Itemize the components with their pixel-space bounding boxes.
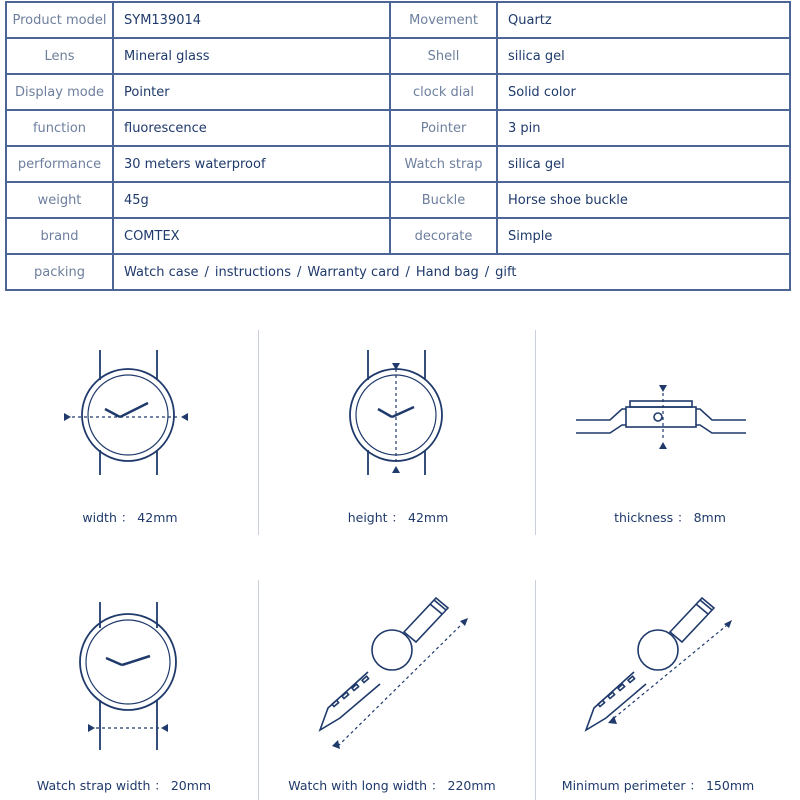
spec-row — [6, 110, 790, 146]
spec-label: packing — [6, 254, 113, 290]
spec-value: Pointer — [113, 74, 390, 110]
strap-width-diagram — [0, 600, 260, 750]
width-caption: width ： 42mm — [82, 510, 178, 525]
packing-separator: / — [297, 264, 302, 280]
spec-label: performance — [6, 146, 113, 182]
spec-label: Display mode — [6, 74, 113, 110]
spec-value: COMTEX — [113, 218, 390, 254]
spec-row — [6, 38, 790, 74]
spec-label: brand — [6, 218, 113, 254]
spec-value: Solid color — [497, 74, 790, 110]
packing-item: Hand bag — [415, 264, 479, 280]
spec-label: function — [6, 110, 113, 146]
packing-separator: / — [405, 264, 410, 280]
spec-row — [6, 182, 790, 218]
spec-row — [6, 74, 790, 110]
spec-row — [6, 218, 790, 254]
spec-value: Mineral glass — [113, 38, 390, 74]
spec-table — [5, 1, 791, 291]
watch-strap-width-illustration — [0, 600, 260, 750]
packing-separator: / — [484, 264, 490, 280]
spec-value: 45g — [113, 182, 390, 218]
watch-height-illustration — [268, 345, 528, 475]
strap-width-caption: Watch strap width ： 20mm — [36, 778, 212, 793]
packing-item: gift — [495, 264, 517, 280]
divider-2 — [535, 330, 536, 535]
spec-row-packing — [6, 254, 790, 290]
spec-label: Shell — [390, 38, 497, 74]
spec-value: Horse shoe buckle — [497, 182, 790, 218]
spec-value: silica gel — [497, 146, 790, 182]
packing-list — [113, 254, 790, 290]
watch-thickness-illustration — [540, 345, 800, 475]
spec-label: weight — [6, 182, 113, 218]
packing-item: instructions — [214, 264, 292, 280]
divider-4 — [535, 580, 536, 800]
perimeter-diagram — [540, 590, 800, 760]
spec-value: 30 meters waterproof — [113, 146, 390, 182]
thickness-diagram — [540, 345, 800, 475]
spec-value: SYM139014 — [113, 2, 390, 38]
perimeter-caption: Minimum perimeter ： 150mm — [561, 778, 755, 793]
watch-long-width-illustration — [268, 590, 528, 760]
spec-label: decorate — [390, 218, 497, 254]
packing-item: Watch case — [124, 264, 199, 280]
watch-perimeter-illustration — [540, 590, 800, 760]
spec-value: fluorescence — [113, 110, 390, 146]
spec-label: Product model — [6, 2, 113, 38]
spec-label: clock dial — [390, 74, 497, 110]
spec-value: silica gel — [497, 38, 790, 74]
spec-label: Lens — [6, 38, 113, 74]
packing-separator: / — [204, 264, 209, 280]
spec-value: 3 pin — [497, 110, 790, 146]
spec-label: Movement — [390, 2, 497, 38]
long-width-diagram — [268, 590, 528, 760]
spec-label: Pointer — [390, 110, 497, 146]
thickness-caption: thickness ： 8mm — [614, 510, 726, 525]
height-caption: height ： 42mm — [347, 510, 449, 525]
spec-value: Quartz — [497, 2, 790, 38]
spec-label: Watch strap — [390, 146, 497, 182]
spec-label: Buckle — [390, 182, 497, 218]
spec-row — [6, 2, 790, 38]
width-diagram — [0, 345, 260, 475]
watch-width-illustration — [0, 345, 260, 475]
packing-item: Warranty card — [307, 264, 400, 280]
long-width-caption: Watch with long width ： 220mm — [288, 778, 496, 793]
height-diagram — [268, 345, 528, 475]
spec-row — [6, 146, 790, 182]
spec-value: Simple — [497, 218, 790, 254]
